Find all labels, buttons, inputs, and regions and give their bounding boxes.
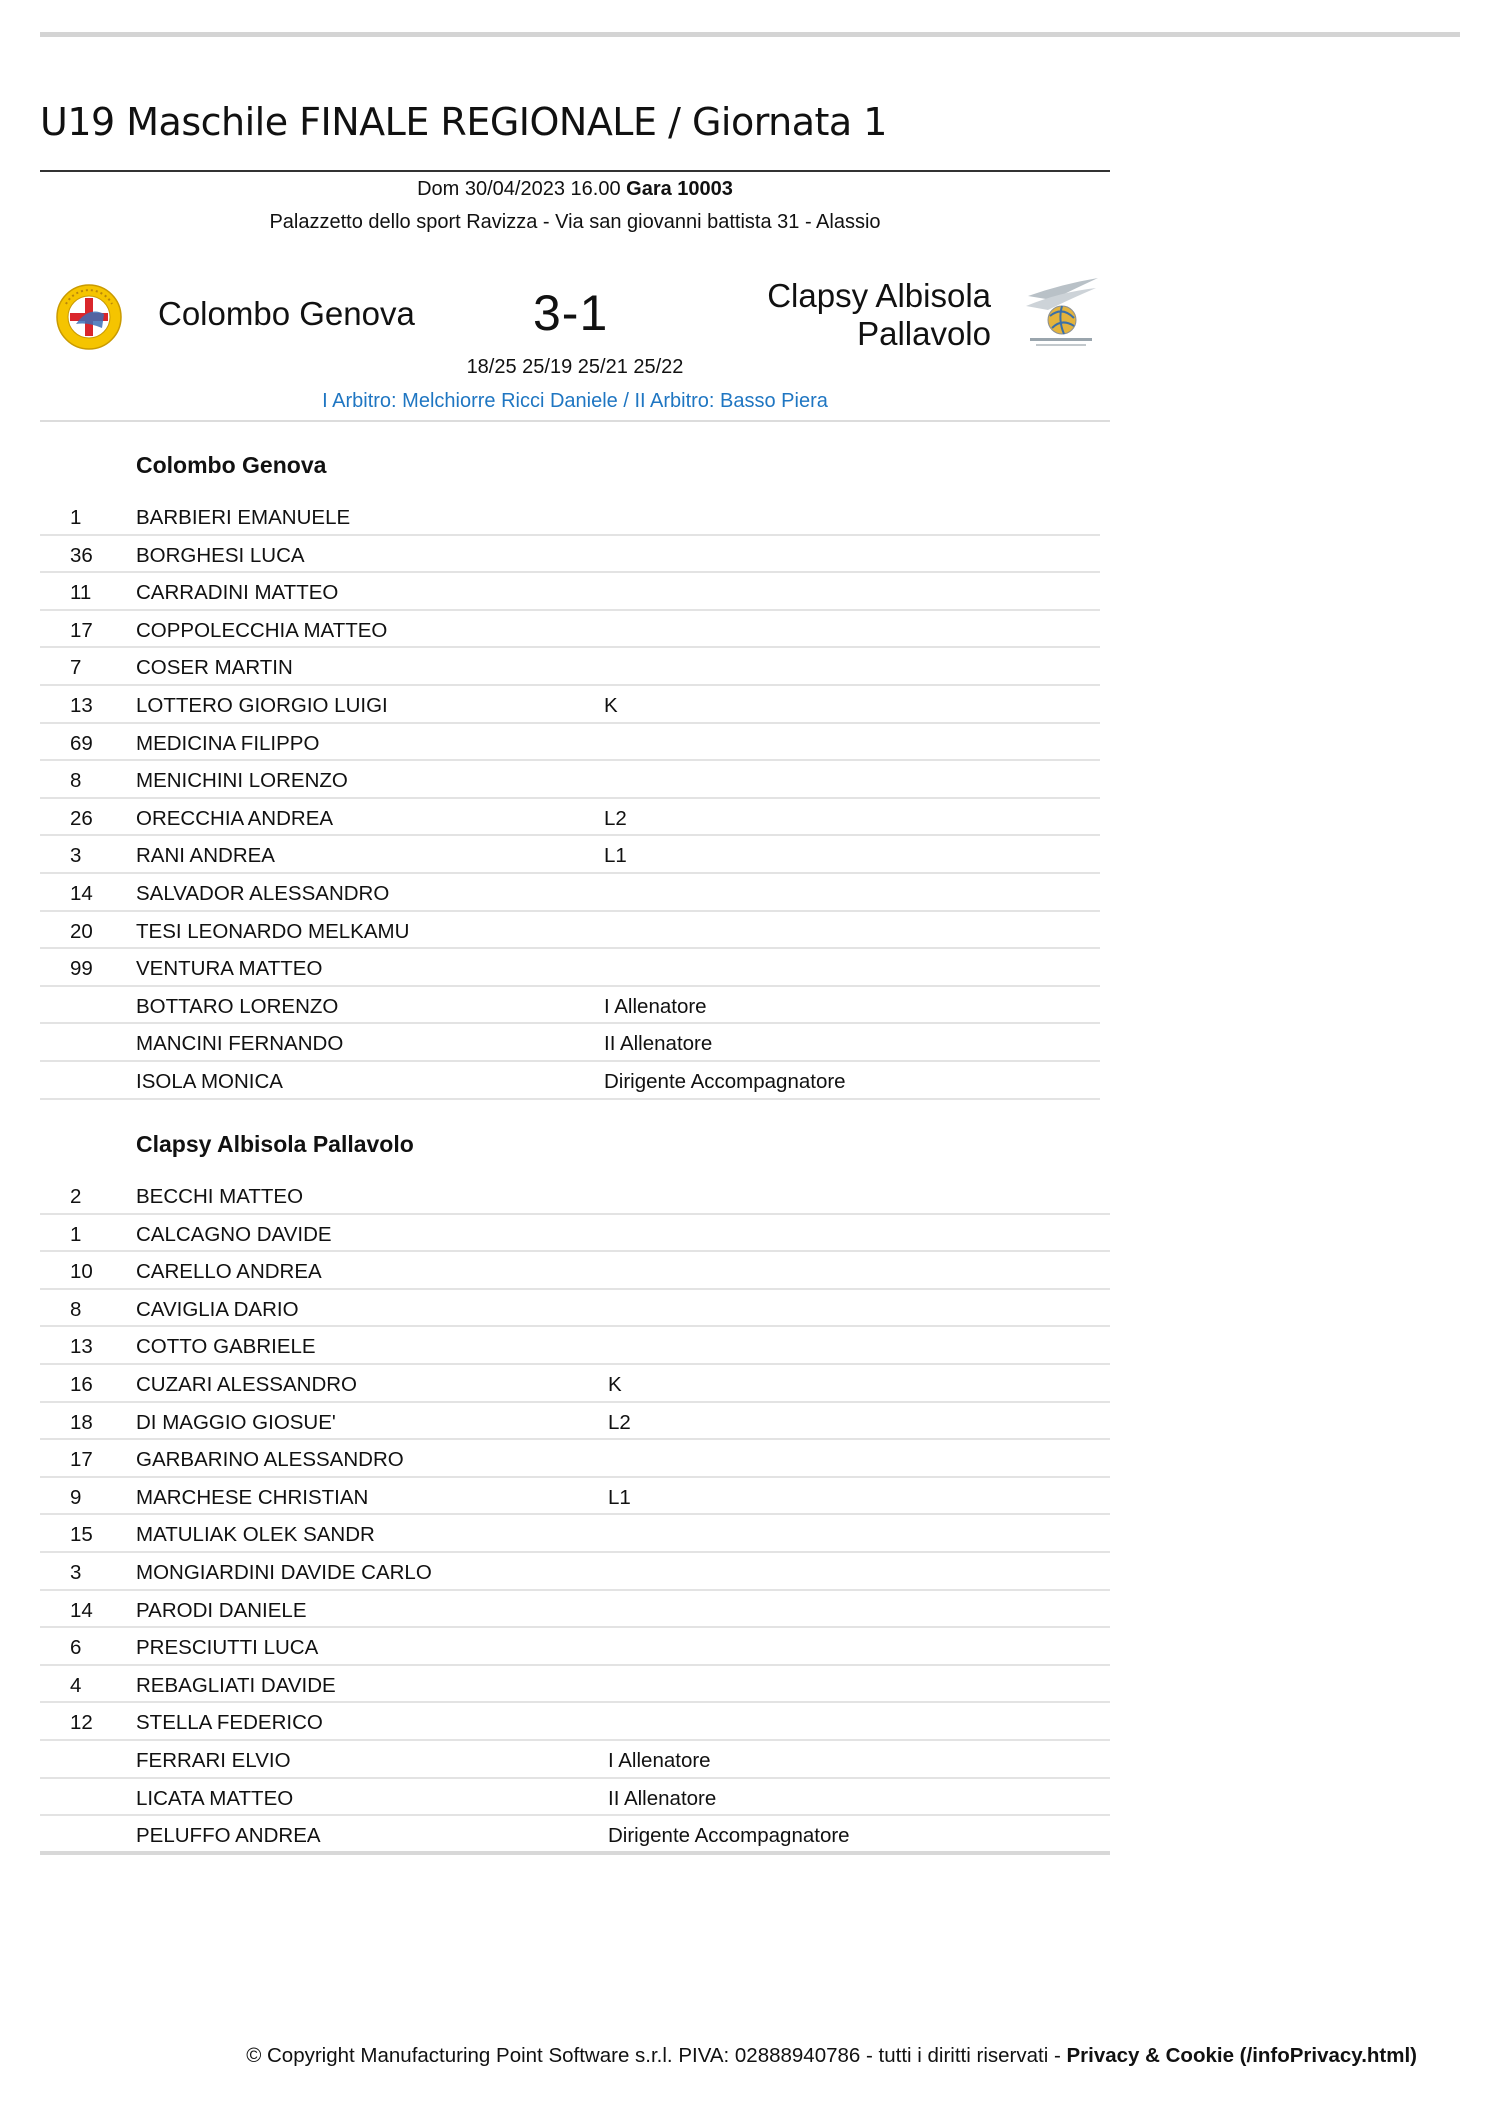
player-number: 6 — [70, 1636, 82, 1660]
set-scores: 18/25 25/19 25/21 25/22 — [466, 356, 684, 378]
player-role: I Allenatore — [608, 1748, 711, 1772]
player-number: 15 — [70, 1523, 93, 1547]
venue: Palazzetto dello sport Ravizza - Via san giovanni battista 31 - Alassio — [269, 211, 881, 233]
player-name: CARRADINI MATTEO — [136, 581, 339, 605]
player-name: ORECCHIA ANDREA — [136, 806, 334, 830]
player-number: 13 — [70, 1335, 93, 1359]
player-role: II Allenatore — [604, 1032, 713, 1056]
player-number: 13 — [70, 693, 93, 717]
player-name: MARCHESE CHRISTIAN — [136, 1485, 369, 1509]
colombo-volley-logo-icon — [56, 284, 122, 350]
roster-row — [40, 1628, 1110, 1666]
roster-row — [40, 1666, 1110, 1704]
player-number: 12 — [70, 1711, 93, 1735]
player-role: I Allenatore — [604, 994, 707, 1018]
roster-bottom-divider — [40, 1851, 1110, 1855]
player-number: 16 — [70, 1372, 93, 1396]
roster-row — [40, 1478, 1110, 1516]
player-number: 8 — [70, 1297, 82, 1321]
player-number: 10 — [70, 1260, 93, 1284]
away-team-name-line1: Clapsy Albisola — [767, 277, 991, 314]
player-name: COTTO GABRIELE — [136, 1335, 316, 1359]
roster-row — [40, 1365, 1110, 1403]
player-number: 8 — [70, 769, 82, 793]
player-number: 17 — [70, 1448, 93, 1472]
player-name: MONGIARDINI DAVIDE CARLO — [136, 1560, 432, 1584]
roster-row — [40, 1290, 1110, 1328]
player-number: 18 — [70, 1410, 93, 1434]
player-number: 14 — [70, 1598, 93, 1622]
player-number: 3 — [70, 1560, 82, 1584]
home-team-name: Colombo Genova — [158, 295, 415, 332]
player-name: GARBARINO ALESSANDRO — [136, 1448, 404, 1472]
player-name: BECCHI MATTEO — [136, 1185, 304, 1208]
player-name: BOTTARO LORENZO — [136, 994, 339, 1018]
roster-row — [40, 761, 1100, 799]
roster-row — [40, 1553, 1110, 1591]
player-name: MENICHINI LORENZO — [136, 769, 348, 793]
player-role: Dirigente Accompagnatore — [604, 1069, 846, 1093]
privacy-cookie-link[interactable]: Privacy & Cookie (/infoPrivacy.html) — [1066, 2044, 1417, 2067]
footer — [246, 2044, 1417, 2068]
roster-row — [40, 611, 1100, 649]
player-number: 4 — [70, 1673, 82, 1697]
player-number: 69 — [70, 731, 93, 755]
player-number: 14 — [70, 881, 93, 905]
away-roster-title: Clapsy Albisola Pallavolo — [136, 1131, 414, 1157]
player-number: 1 — [70, 1222, 82, 1246]
player-name: BARBIERI EMANUELE — [136, 506, 351, 529]
roster-row — [40, 573, 1100, 611]
copyright-text: © Copyright Manufacturing Point Software s.r.l. PIVA: 02888940786 - tutti i diritti riservati - — [246, 2044, 1067, 2067]
title-divider — [40, 170, 1110, 172]
roster-row — [40, 1591, 1110, 1629]
player-name: BORGHESI LUCA — [136, 543, 305, 567]
player-name: CALCAGNO DAVIDE — [136, 1222, 332, 1246]
roster-row — [40, 648, 1100, 686]
roster-row — [40, 799, 1100, 837]
roster-row — [40, 1703, 1110, 1741]
top-divider — [40, 32, 1460, 37]
header-divider — [40, 420, 1110, 422]
away-roster-rows — [40, 1177, 1110, 1854]
player-name: LOTTERO GIORGIO LUIGI — [136, 693, 388, 717]
player-name: PARODI DANIELE — [136, 1598, 307, 1622]
roster-row — [40, 987, 1100, 1025]
player-name: CAVIGLIA DARIO — [136, 1297, 299, 1321]
albisola-pallavolo-logo-icon — [1022, 276, 1100, 354]
player-name: PRESCIUTTI LUCA — [136, 1636, 319, 1660]
player-role: K — [608, 1372, 622, 1396]
player-role: Dirigente Accompagnatore — [608, 1824, 850, 1848]
roster-row — [40, 1816, 1110, 1854]
player-name: PELUFFO ANDREA — [136, 1824, 321, 1848]
player-number: 7 — [70, 656, 82, 680]
roster-row — [40, 836, 1100, 874]
roster-row — [40, 1062, 1100, 1100]
roster-row — [40, 912, 1100, 950]
game-number: Gara 10003 — [626, 178, 733, 200]
player-name: LICATA MATTEO — [136, 1786, 294, 1810]
roster-row — [40, 874, 1100, 912]
roster-row — [40, 1440, 1110, 1478]
match-date-line — [40, 178, 1110, 201]
player-role: L1 — [604, 844, 627, 868]
match-score: 3-1 — [533, 285, 609, 341]
roster-row — [40, 724, 1100, 762]
roster-row — [40, 1177, 1110, 1215]
player-name: MATULIAK OLEK SANDR — [136, 1523, 375, 1547]
roster-row — [40, 1327, 1110, 1365]
player-name: COSER MARTIN — [136, 656, 293, 680]
player-number: 20 — [70, 919, 93, 943]
roster-row — [40, 1252, 1110, 1290]
roster-row — [40, 1515, 1110, 1553]
player-name: MEDICINA FILIPPO — [136, 731, 320, 755]
roster-row — [40, 1403, 1110, 1441]
player-name: COPPOLECCHIA MATTEO — [136, 618, 388, 642]
away-team-name-line2: Pallavolo — [857, 315, 991, 352]
player-name: RANI ANDREA — [136, 844, 275, 868]
player-name: TESI LEONARDO MELKAMU — [136, 919, 410, 943]
match-date: Dom 30/04/2023 16.00 — [417, 178, 621, 200]
player-number: 9 — [70, 1485, 82, 1509]
player-name: CARELLO ANDREA — [136, 1260, 322, 1284]
player-role: L2 — [608, 1410, 631, 1434]
player-number: 3 — [70, 844, 82, 868]
page-title: U19 Maschile FINALE REGIONALE / Giornata 1 — [40, 100, 887, 144]
player-role: L2 — [604, 806, 627, 830]
player-number: 11 — [70, 581, 92, 605]
roster-row — [40, 1024, 1100, 1062]
player-name: FERRARI ELVIO — [136, 1748, 291, 1772]
player-number: 17 — [70, 618, 93, 642]
player-number: 2 — [70, 1185, 82, 1208]
player-name: MANCINI FERNANDO — [136, 1032, 344, 1056]
player-number: 1 — [70, 506, 82, 529]
roster-row — [40, 686, 1100, 724]
referees: I Arbitro: Melchiorre Ricci Daniele / II Arbitro: Basso Piera — [322, 390, 828, 412]
player-name: VENTURA MATTEO — [136, 957, 323, 981]
player-name: CUZARI ALESSANDRO — [136, 1372, 357, 1396]
player-role: L1 — [608, 1485, 631, 1509]
roster-row — [40, 1741, 1110, 1779]
player-role: K — [604, 693, 618, 717]
away-team-name — [691, 277, 991, 353]
player-role: II Allenatore — [608, 1786, 717, 1810]
player-number: 26 — [70, 806, 93, 830]
roster-row — [40, 536, 1100, 574]
roster-row — [40, 949, 1100, 987]
home-roster-title: Colombo Genova — [136, 452, 327, 478]
player-name: DI MAGGIO GIOSUE' — [136, 1410, 336, 1434]
player-name: SALVADOR ALESSANDRO — [136, 881, 390, 905]
home-roster-rows — [40, 498, 1100, 1100]
player-number: 36 — [70, 543, 93, 567]
roster-row — [40, 1779, 1110, 1817]
player-name: STELLA FEDERICO — [136, 1711, 323, 1735]
player-name: REBAGLIATI DAVIDE — [136, 1673, 336, 1697]
player-name: ISOLA MONICA — [136, 1069, 283, 1093]
roster-row — [40, 498, 1100, 536]
player-number: 99 — [70, 957, 93, 981]
roster-row — [40, 1215, 1110, 1253]
